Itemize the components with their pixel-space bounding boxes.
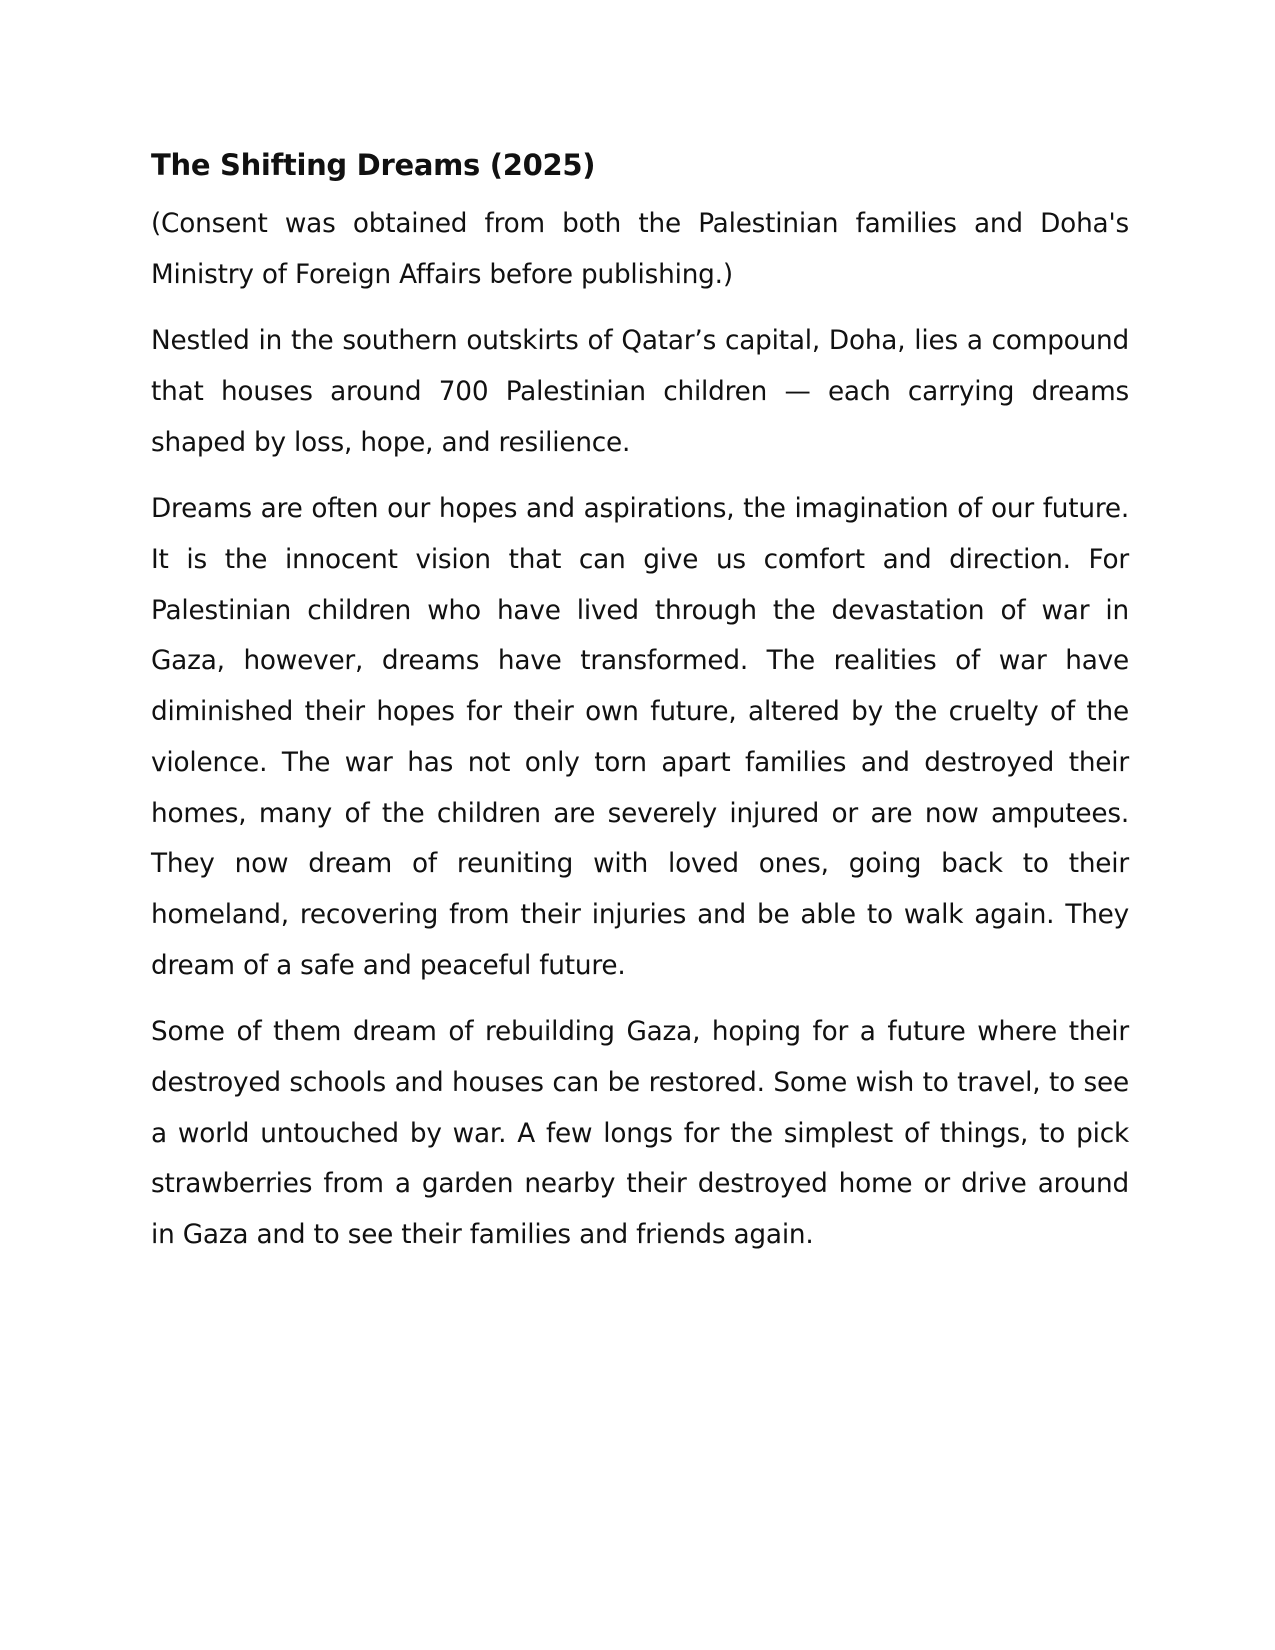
paragraph-intro: Nestled in the southern outskirts of Qatar’s capital, Doha, lies a compound that houses around 700 Palestinian children — each carrying dreams shaped by loss, hope, and resilience. [151, 326, 1129, 458]
paragraph-dreams: Dreams are often our hopes and aspirations, the imagination of our future. It is the innocent vision that can give us comfort and direction. For Palestinian children who have lived through the devastation of war in Gaza, however, dreams have transformed. The realities of war have diminished their hopes for their own future, altered by the cruelty of the violence. The war has not only torn apart families and destroyed their homes, many of the children are severely injured or are now amputees. They now dream of reuniting with loved ones, going back to their homeland, recovering from their injuries and be able to walk again. They dream of a safe and peaceful future. [151, 494, 1129, 981]
paragraph-wishes: Some of them dream of rebuilding Gaza, hoping for a future where their destroyed schools and houses can be restored. Some wish to travel, to see a world untouched by war. A few longs for the simplest of things, to pick strawberries from a garden nearby their destroyed home or drive around in Gaza and to see their families and friends again. [151, 1017, 1129, 1251]
consent-note: (Consent was obtained from both the Palestinian families and Doha's Ministry of Foreign Affairs before publishing.) [151, 208, 1129, 290]
document-title: The Shifting Dreams (2025) [151, 148, 596, 182]
document-body [151, 148, 1129, 1277]
